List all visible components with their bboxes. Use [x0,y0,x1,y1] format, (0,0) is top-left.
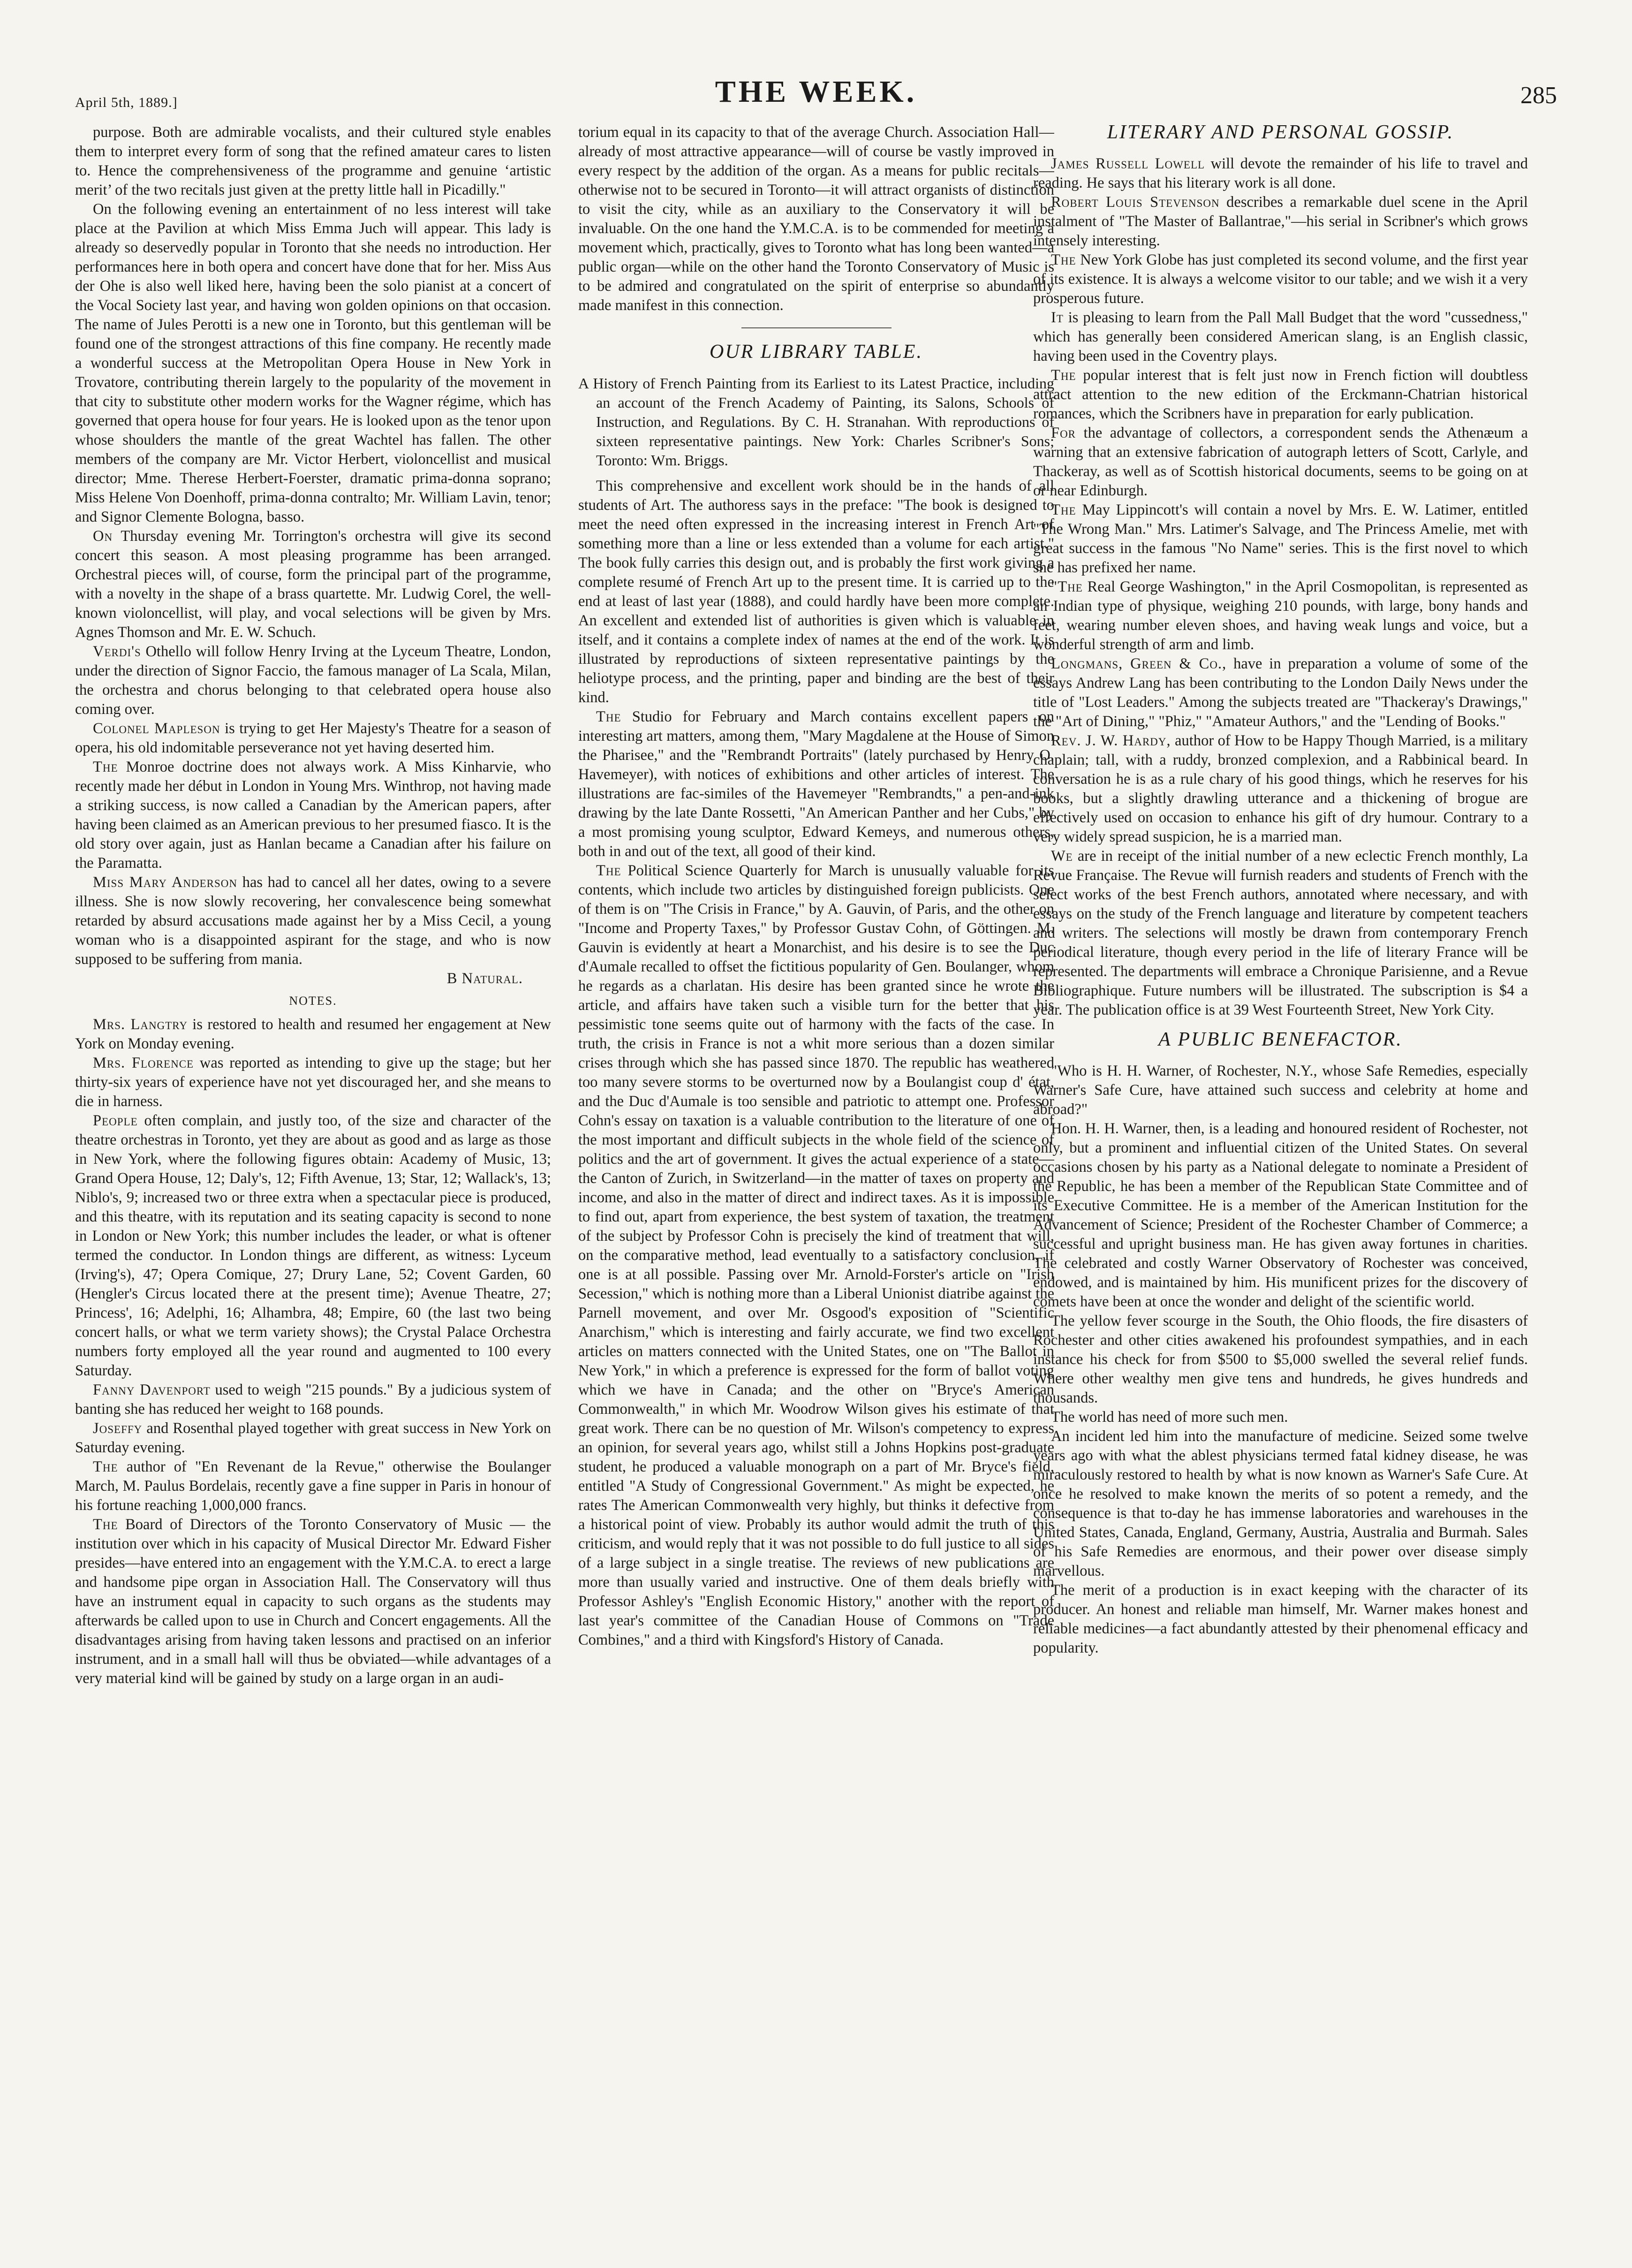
paragraph-text: Studio for February and March contains excellent papers on interesting art matters, among them, "Mary Magdalene at the House of Simon the Pharisee," and the "Rembrandt Portraits" (lately purchased by Henry O. Havemeyer), with notices of exhibitions and other articles of interest. The illustrations are fac-similes of the Havemeyer "Rembrandts," a pen-and-ink drawing by the late Dante Rossetti, "An American Panther and her Cubs," by a most promising young sculptor, Edward Kemeys, and numerous others, both in and out of the text, all good of their kind. [578,708,1054,860]
article-paragraph [1033,1581,1528,1658]
book-reference: A History of French Painting from its Earliest to its Latest Practice, including an account of the French Academy of Painting, its Salons, Schools of Instruction, and Regulations. By C. H. Stranahan. With reproductions of sixteen representative paintings. New York: Charles Scribner's Sons; Toronto: Wm. Briggs. [578,375,1054,469]
paragraph-text: This comprehensive and excellent work should be in the hands of all students of Art. The authoress says in the preface: "The book is designed to meet the need often expressed in the increasing interest in French Art of something more than a line or less extended than a volume for each artist." The book fully carries this design out, and is probably the first work giving a complete resumé of French Art up to the present time. It is carried up to the end at least of last year (1888), and could hardly have been more complete. An excellent and extended list of authorities is given which is valuable in itself, and it contains a complete index of names at the end of the work. It is illustrated by reproductions of sixteen representative paintings by the heliotype process, and the printing, paper and binding are the best of their kind. [578,478,1054,706]
lead-words: The [1051,251,1076,268]
lead-words: "The [1051,578,1083,595]
paragraph-text: Thursday evening Mr. Torrington's orchestra will give its second concert this season. A most pleasing programme has been arranged. Orchestral pieces will, of course, form the principal part of the programme, with a novelty in the shape of a brass quartette. Mr. Ludwig Corel, the well-known violoncellist, will play, and vocal selections will be given by Mrs. Agnes Thomson and Mr. E. W. Schuch. [75,528,551,641]
article-paragraph [1033,501,1528,577]
lead-words: The [93,759,118,775]
lead-words: The [93,1516,118,1533]
article-paragraph [1033,1408,1528,1427]
article-paragraph [75,758,551,873]
lead-words: The [1051,367,1076,384]
article-paragraph [1033,193,1528,250]
paragraph-text: often complain, and justly too, of the size and character of the theatre orchestras in Toronto, yet they are about as good and as large as those in New York, where the following figures obtain: Academy of Music, 13; Grand Opera House, 12; Daly's, 12; Fifth Avenue, 13; Star, 12; Wallack's, 13; Niblo's, 9; increased two or three extra when a spectacular piece is produced, and this theatre, with its reputation and its seating capacity is second to none in London or New York; this number includes the leader, or what is oftener termed the conductor. In London things are different, as witness: Lyceum (Irving's), 47; Opera Comique, 27; Drury Lane, 52; Covent Garden, 60 (Hengler's Circus located there at the present time); Avenue Theatre, 27; Princess', 16; Adelphi, 16; Alhambra, 48; Empire, 60 (the last two being concert halls, or what we term variety shows); the Crystal Palace Orchestra numbers forty employed all the year round and augmented to 100 every Saturday. [75,1112,551,1379]
article-paragraph [1033,1062,1528,1119]
lead-words: Longmans, Green & Co., [1051,655,1227,672]
article-paragraph [1033,654,1528,731]
paragraph-text: has had to cancel all her dates, owing to a severe illness. She is now slowly recovering, her convalescence being somewhat retarded by absurd accusations made against her by a Miss Cecil, a young woman who is a disappointed aspirant for the stage, and who is now supposed to be suffering from mania. [75,874,551,968]
lead-words: Mrs. Florence [93,1054,194,1071]
article-paragraph [1033,1312,1528,1408]
article-paragraph [75,200,551,527]
paragraph-text: Othello will follow Henry Irving at the Lyceum Theatre, London, under the direction of Signor Faccio, the famous manager of La Scala, Milan, the orchestra and chorus belonging to that celebrated opera house also coming over. [75,643,551,718]
paragraph-text: popular interest that is felt just now in French fiction will doubtless attract attention to the new edition of the Erckmann-Chatrian historical romances, which the Scribners have in preparation for early publication. [1033,367,1528,422]
paragraph-text: Real George Washington," in the April Cosmopolitan, is represented as an Indian type of physique, weighing 210 pounds, with large, bony hands and feet, wearing number eleven shoes, and having weak lungs and voice, but a wonderful strength of arm and limb. [1033,578,1528,653]
paragraph-text: is trying to get Her Majesty's Theatre for a season of opera, his old indomitable perseverance not yet having deserted him. [75,720,551,756]
signature: B Natural. [446,970,523,987]
article-paragraph [75,1381,551,1419]
article-paragraph [578,477,1054,707]
article-paragraph [75,123,551,200]
lead-words: Mrs. Langtry [93,1016,188,1033]
paragraph-text: The world has need of more such men. [1051,1409,1288,1426]
benefactor-heading: A PUBLIC BENEFACTOR. [1158,1029,1403,1050]
page-number: 285 [1520,82,1557,109]
paragraph-text: New York Globe has just completed its second volume, and the first year of its existence. It is always a welcome visitor to our table; and we wish it a very prosperous future. [1033,251,1528,307]
lead-words: Joseffy [93,1420,143,1437]
paragraph-text: Monroe doctrine does not always work. A Miss Kinharvie, who recently made her début in London in Young Mrs. Winthrop, not having made a striking success, is now called a Canadian by the American papers, after having been claimed as an American previous to her presumed fiasco. It is the old story over again, just as Hanlan became a Canadian after his failure on the Paramatta. [75,759,551,872]
article-paragraph [1033,366,1528,424]
paragraph-text: purpose. Both are admirable vocalists, and their cultured style enables them to interpret every form of song that the refined amateur cares to listen to. Hence the comprehensiveness of the programme and genuine ‘artistic merit’ of the two recitals just given at the pretty little hall in Picadilly." [75,124,551,198]
lead-words: We [1051,848,1073,865]
journal-title: THE WEEK. [715,75,917,109]
paragraph-text: The yellow fever scourge in the South, the Ohio floods, the fire disasters of Rochester and other cities awakened his profoundest sympathies, and in each instance his check for from $500 to $5,000 swelled the several relief funds. Where other wealthy men give tens and hundreds, he gives hundreds and thousands. [1033,1312,1528,1406]
paragraph-text: was reported as intending to give up the stage; but her thirty-six years of experience have not yet discouraged her, and she means to die in harness. [75,1054,551,1110]
paragraph-text: describes a remarkable duel scene in the April instalment of "The Master of Ballantrae,"—his serial in Scribner's which grows intensely interesting. [1033,194,1528,249]
paragraph-text: May Lippincott's will contain a novel by Mrs. E. W. Latimer, entitled "The Wrong Man." Mrs. Latimer's Salvage, and The Princess Amelie, met with great success in the famous "No Name" series. This is the first novel to which she has prefixed her name. [1033,501,1528,576]
article-paragraph [75,1015,551,1054]
paragraph-text: is restored to health and resumed her engagement at New York on Monday evening. [75,1016,551,1052]
article-paragraph [75,719,551,758]
article-paragraph [75,1054,551,1111]
paragraph-text: An incident led him into the manufacture of medicine. Seized some twelve years ago with what the ablest physicians termed fatal kidney disease, he was miraculously restored to health by what is now known as Warner's Safe Cure. At once he resolved to make known the merits of so potent a remedy, and the consequence is that to-day he has immense laboratories and warehouses in the United States, Canada, England, Germany, Austria, Australia and Burmah. Sales of his Safe Remedies are enormous, and their power over disease simply marvellous. [1033,1428,1528,1579]
paragraph-text: On the following evening an entertainment of no less interest will take place at the Pavilion at which Miss Emma Juch will appear. This lady is already so deservedly popular in Toronto that she needs no introduction. Her performances here in both opera and concert have done that for her. Miss Aus der Ohe is also well liked here, having been the solo pianist at a concert of the Vocal Society last year, and having won golden opinions on that occasion. The name of Jules Perotti is a new one in Toronto, but this gentleman will be found one of the strongest attractions of this fine company. He recently made a wonderful success at the Metropolitan Opera House in New York in Trovatore, contributing therein largely to the popularity of the movement in that city to substitute other modern works for the Wagner régime, which has governed that opera house for four years. He is looked upon as the tenor upon whose shoulders the mantle of the great Wachtel has fallen. The other members of the company are Mr. Victor Herbert, violoncellist and musical director; Mme. Therese Herbert-Foerster, dramatic prima-donna soprano; Miss Helene Von Doenhoff, prima-donna contralto; Mr. William Lavin, tenor; and Signor Clemente Bologna, basso. [75,201,551,525]
article-paragraph [1033,1119,1528,1312]
paragraph-text: are in receipt of the initial number of a new eclectic French monthly, La Revue Française. The Revue will furnish readers and students of French with the select works of the best French authors, annotated where necessary, and with essays on the study of the French language and literature by competent teachers and writers. The selections will mostly be drawn from contemporary French periodical literature, though every period in the life of literary France will be represented. The departments will embrace a Chronique Parisienne, and a Revue Bibliographique. Future numbers will be illustrated. The subscription is $4 a year. The publication office is at 39 West Fourteenth Street, New York City. [1033,848,1528,1018]
article-paragraph [578,861,1054,1650]
paragraph-text: will devote the remainder of his life to travel and reading. He says that his literary work is all done. [1033,155,1528,191]
continuation-paragraph: torium equal in its capacity to that of the average Church. Association Hall—already of most attractive appearance—will of course be vastly improved in every respect by the addition of the organ. As a means for public recitals—otherwise not to be secured in Toronto—it will attract organists of distinction to visit the city, while as an auxiliary to the Conservatory it will be invaluable. On the one hand the Y.M.C.A. is to be commended for meeting a movement which, practically, gives to Toronto what has long been wanted—a public organ—while on the other hand the Toronto Conservatory of Music is to be admired and congratulated on the spirit of enterprise so abundantly made manifest in this connection. [578,124,1054,314]
article-paragraph [75,642,551,719]
article-paragraph [1033,731,1528,847]
article-paragraph [1033,577,1528,654]
paragraph-text: Hon. H. H. Warner, then, is a leading and honoured resident of Rochester, not only, but a prominent and influential citizen of the United States. On several occasions chosen by his party as a National delegate to nominate a President of the Republic, he has been a member of the Republican State Committee and of its Executive Committee. He is a member of the American Institution for the Advancement of Science; President of the Rochester Chamber of Commerce; a successful and upright business man. He has given away fortunes in charities. The celebrated and costly Warner Observatory of Rochester was conceived, endowed, and is maintained by him. His munificent prizes for the discovery of comets have been at once the wonder and delight of the scientific world. [1033,1120,1528,1310]
lead-words: It [1051,309,1064,326]
paragraph-text: author of "En Revenant de la Revue," otherwise the Boulanger March, M. Paulus Bordelais, recently gave a fine supper in Paris in honour of his fortune reaching 1,000,000 francs. [75,1458,551,1514]
notes-heading: NOTES. [289,994,337,1008]
lead-words: The [93,1458,118,1475]
right-column [1033,123,1528,2224]
issue-date: April 5th, 1889.] [75,95,178,110]
paragraph-text: "Who is H. H. Warner, of Rochester, N.Y., whose Safe Remedies, especially Warner's Safe Cure, have attained such success and celebrity at home and abroad?" [1033,1062,1528,1118]
left-column [75,123,551,2224]
paragraph-text: the advantage of collectors, a correspondent sends the Athenæum a warning that an extensive fabrication of autograph letters of Scott, Carlyle, and Thackeray, as well as of Scottish historical documents, seems to be going on at or near Edinburgh. [1033,425,1528,499]
paragraph-text: have in preparation a volume of some of the essays Andrew Lang has been contributing to the London Daily News under the title of "Lost Leaders." Among the subjects treated are "Thackeray's Drawings," the "Art of Dining," "Phiz," "Amateur Authors," and the "Lending of Books." [1033,655,1528,730]
article-paragraph [1033,154,1528,193]
review-paragraphs [578,477,1054,1650]
article-paragraph [75,873,551,969]
library-table-heading: OUR LIBRARY TABLE. [710,341,923,363]
gossip-heading: LITERARY AND PERSONAL GOSSIP. [1107,123,1454,143]
lead-words: The [596,862,621,879]
lead-words: Fanny Davenport [93,1381,211,1398]
article-paragraph [578,707,1054,861]
notes-paragraphs [75,1015,551,1688]
music-paragraphs [75,123,551,969]
divider [741,327,892,328]
lead-words: James Russell Lowell [1051,155,1205,172]
article-paragraph [75,1111,551,1381]
lead-words: The [596,708,621,725]
lead-words: People [93,1112,138,1129]
article-paragraph [1033,847,1528,1020]
article-paragraph [1033,250,1528,308]
article-paragraph [75,527,551,642]
paragraph-text: author of How to be Happy Though Married, is a military chaplain; tall, with a ruddy, bronzed complexion, and a Rabbinical beard. In conversation he is as a rule chary of his good things, which he reserves for his books, but a slightly drawling utterance and a thickening of brogue are effectively used on occasion to enhance his gift of dry humour. Contrary to a very widely spread suspicion, he is a married man. [1033,732,1528,845]
lead-words: On [93,528,113,545]
article-paragraph [75,1457,551,1515]
middle-column [578,123,1054,2224]
lead-words: Robert Louis Stevenson [1051,194,1220,211]
paragraph-text: is pleasing to learn from the Pall Mall Budget that the word "cussedness," which has generally been considered American slang, is an English classic, having been used in the Coventry plays. [1033,309,1528,364]
masthead [75,70,1557,115]
paragraph-text: Board of Directors of the Toronto Conservatory of Music — the institution over which in his capacity of Musical Director Mr. Edward Fisher presides—have entered into an engagement with the Y.M.C.A. to erect a large and handsome pipe organ in Association Hall. The Conservatory will thus have an instrument equal in capacity to such organs as the students may afterwards be called upon to use in Church and Concert engagements. All the disadvantages arising from having taken lessons and practised on an inferior instrument, and in a small hall will thus be obviated—while advantages of a very material kind will be gained by study on a large organ in an audi- [75,1516,551,1687]
lead-words: The [1051,501,1076,518]
paragraph-text: The merit of a production is in exact keeping with the character of its producer. An honest and reliable man himself, Mr. Warner makes honest and reliable medicines—a fact abundantly attested by their phenomenal efficacy and popularity. [1033,1582,1528,1656]
paragraph-text: Political Science Quarterly for March is unusually valuable for its contents, which include two articles by distinguished foreign publicists. One of them is on "The Crisis in France," by A. Gauvin, of Paris, and the other on "Income and Property Taxes," by Professor Gustav Cohn, of Göttingen. M. Gauvin is evidently at heart a Monarchist, and his desire is to see the Duc d'Aumale recalled to offset the fictitious popularity of Gen. Boulanger, whom he regards as a charlatan. His desire has been granted since he wrote the article, and affairs have taken such a visible turn for the better that his pessimistic tone seems quite out of harmony with the facts of the case. In truth, the crisis in France is not a whit more serious than a dozen similar crises through which she has passed since 1870. The republic has weathered too many severe storms to be overturned now by a Boulangist coup d' état, and the Duc d'Aumale is too sensible and patriotic to attempt one. Professor Cohn's essay on taxation is a valuable contribution to the literature of one of the most important and difficult subjects in the whole field of the science of politics and the art of government. It gives the actual experience of a state—the Canton of Zurich, in Switzerland—in the matter of taxes on property and income, and also in the matter of direct and indirect taxes. As it is impossible to find out, apart from experience, the best system of taxation, the treatment of the subject by Professor Cohn is precisely the kind of treatment that will, on the comparative method, lead eventually to a satisfactory conclusion, if one is at all possible. Passing over Mr. Arnold-Forster's article on "Irish Secession," which is nothing more than a Liberal Unionist diatribe against the Parnell movement, and over Mr. Osgood's exposition of "Scientific Anarchism," which is interesting and fairly accurate, we find two excellent articles on matters connected with the United States, one on "The Ballot in New York," in which a preference is expressed for the form of ballot voting which we have in Canada; and the other on "Bryce's American Commonwealth," in which Mr. Woodrow Wilson gives his estimate of that great work. There can be no question of Mr. Wilson's competency to express an opinion, for several years ago, whilst still a Johns Hopkins post-graduate student, he produced a valuable monograph on a part of Mr. Bryce's field, entitled "A Study of Congressional Government." As might be expected, he rates The American Commonwealth very highly, but thinks it defective from a historical point of view. Probably its author would admit the truth of this criticism, and would reply that it was not possible to do full justice to all sides of a large subject in a single treatise. The reviews of new publications are more than usually varied and instructive. One of them deals briefly with Professor Ashley's "English Economic History," another with the report of last year's committee of the Canadian House of Commons on "Trade Combines," and a third with Kingsford's History of Canada. [578,862,1054,1648]
benefactor-paragraphs [1033,1062,1528,1658]
article-paragraph [75,1515,551,1688]
lead-words: For [1051,425,1076,441]
paragraph-text: and Rosenthal played together with great success in New York on Saturday evening. [75,1420,551,1456]
paragraph-text: used to weigh "215 pounds." By a judicious system of banting she has reduced her weight to 168 pounds. [75,1381,551,1418]
gossip-paragraphs [1033,154,1528,1020]
article-paragraph [75,1419,551,1457]
article-paragraph [1033,1427,1528,1581]
lead-words: Rev. J. W. Hardy, [1051,732,1171,749]
article-paragraph [1033,424,1528,501]
lead-words: Verdi's [93,643,141,660]
lead-words: Colonel Mapleson [93,720,220,737]
lead-words: Miss Mary Anderson [93,874,238,891]
article-paragraph [1033,308,1528,366]
